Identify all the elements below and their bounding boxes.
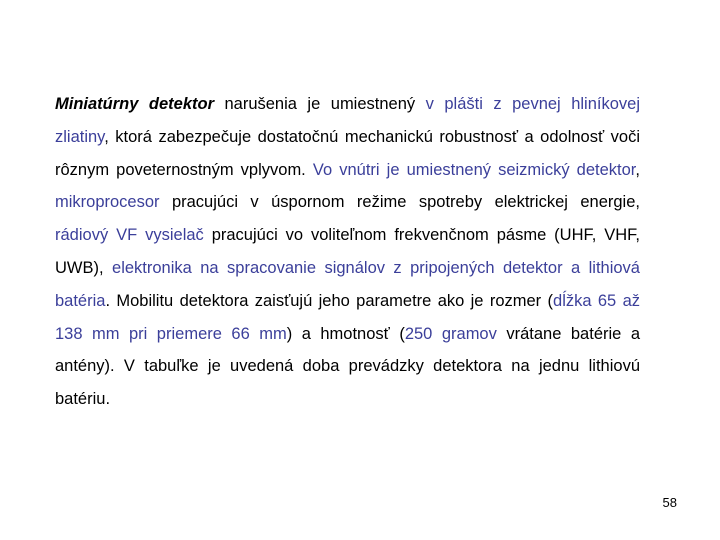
- highlight-electronics: elektronika na spracovanie signálov z pripojených detektor a lithiová batéria: [55, 258, 640, 310]
- paragraph-text: narušenia je umiestnený: [214, 95, 426, 113]
- highlight-housing: v plášti z pevnej hliníkovej zliatiny: [55, 95, 640, 146]
- page-number: 58: [662, 495, 677, 510]
- highlight-dimensions: dĺžka 65 až 138 mm pri priemere 66 mm: [55, 291, 641, 343]
- paragraph-text: ,: [635, 160, 640, 179]
- highlight-seismic-detector: Vo vnútri je umiestnený seizmický detektor: [312, 160, 636, 179]
- paragraph-text: vrátane batérie a antény). V tabuľke je uvedená doba prevádzky detektora na jednu lithiovú batériu.: [55, 324, 640, 409]
- paragraph-text: pracujúci v úspornom režime spotreby elektrickej energie,: [159, 193, 640, 212]
- paragraph-text: ) a hmotnosť (: [286, 324, 405, 343]
- highlight-weight: 250 gramov: [404, 324, 497, 343]
- paragraph-text: . Mobilitu detektora zaisťujú jeho parametre ako je rozmer (: [105, 291, 554, 310]
- paragraph-lead: Miniatúrny detektor: [55, 95, 214, 113]
- highlight-microprocessor: mikroprocesor: [55, 193, 160, 212]
- paragraph-text: pracujúci vo voliteľnom frekvenčnom pásme (UHF, VHF, UWB),: [55, 226, 640, 277]
- paragraph-text: , ktorá zabezpečuje dostatočnú mechanickú robustnosť a odolnosť voči rôznym poveternostným vplyvom.: [55, 127, 640, 179]
- body-paragraph: [55, 88, 640, 416]
- highlight-transmitter: rádiový VF vysielač: [55, 226, 204, 245]
